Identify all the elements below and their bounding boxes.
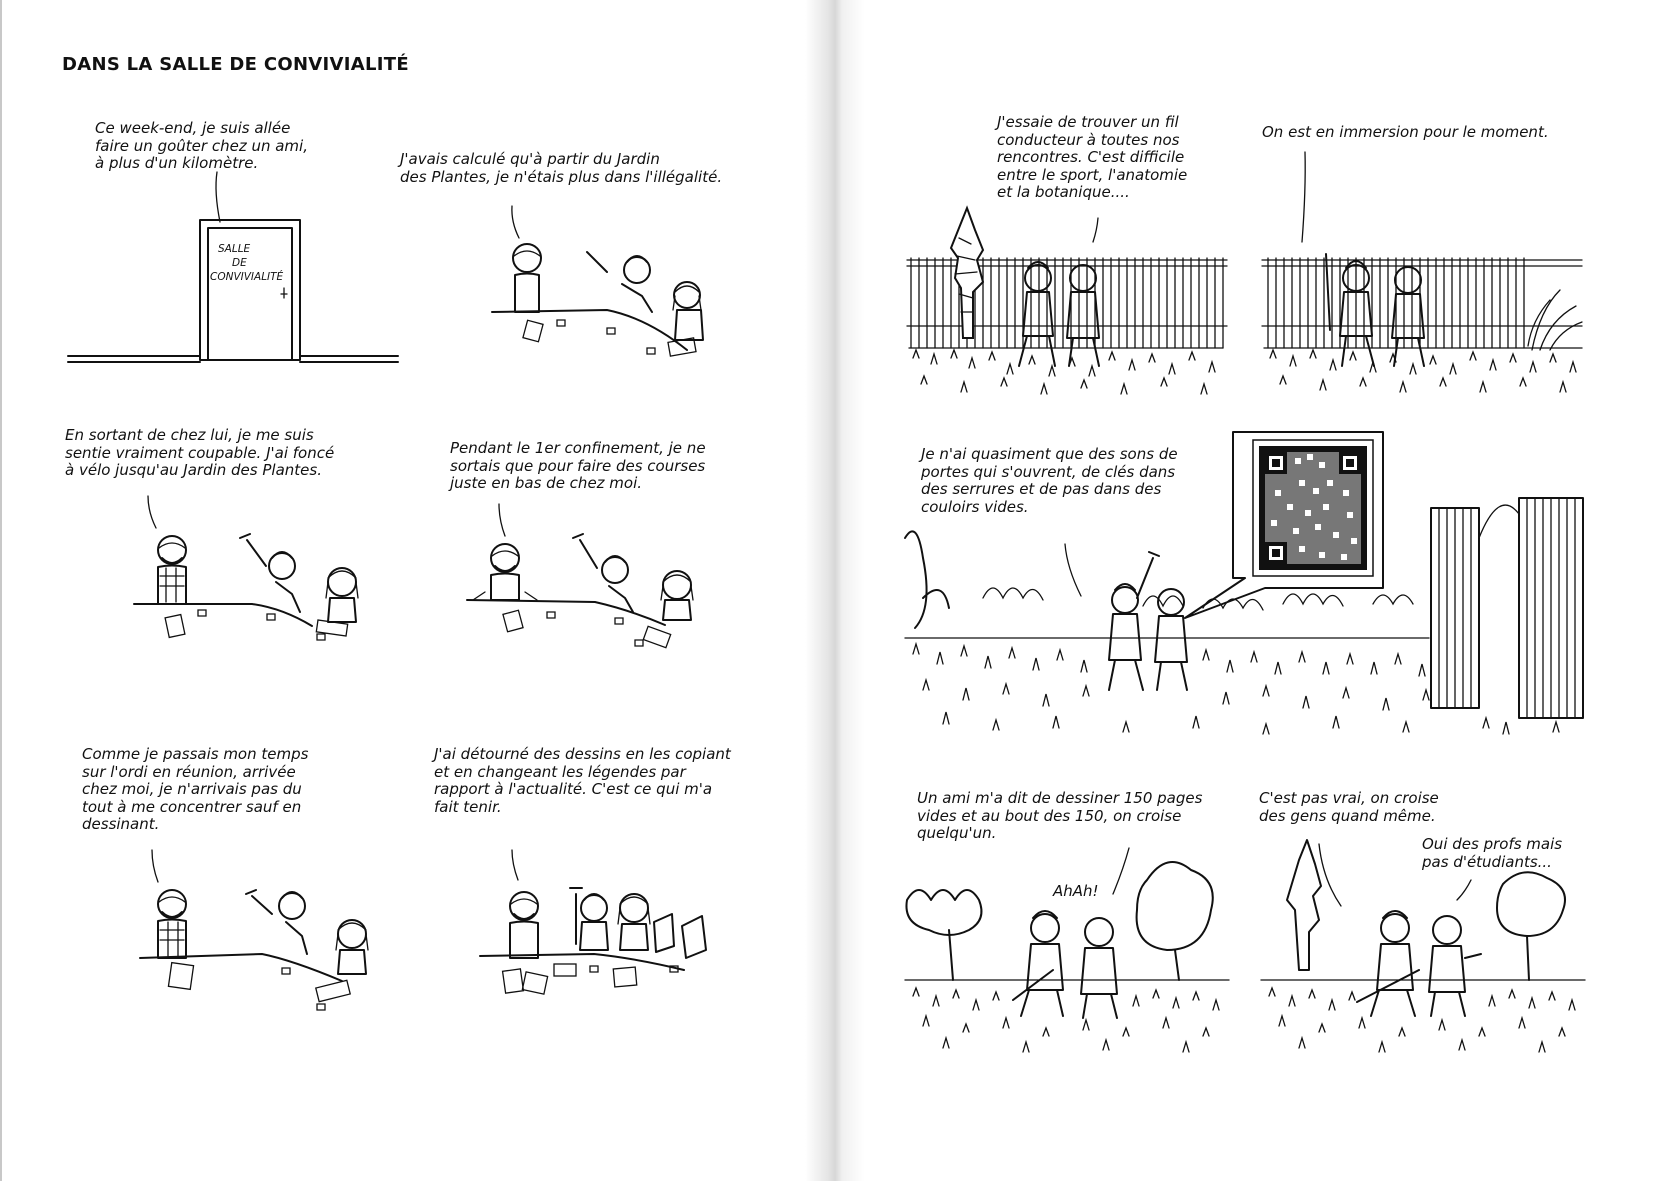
- caption-sons-portes: Je n'ai quasiment que des sons de portes qui s'ouvrent, de clés dans des serrures et de pas dans des couloirs vides.: [921, 445, 1178, 516]
- caption-fil-conducteur: J'essaie de trouver un fil conducteur à toutes nos rencontres. C'est difficile entre le sport, l'anatomie et la botanique....: [997, 113, 1188, 201]
- right-page: [827, 0, 1654, 1181]
- meeting-table-illustration: [487, 200, 747, 380]
- qr-code-icon[interactable]: [1253, 440, 1373, 576]
- meeting-table-illustration: [132, 492, 392, 672]
- page-heading: DANS LA SALLE DE CONVIVIALITÉ: [62, 54, 409, 75]
- caption-sortant: En sortant de chez lui, je me suis sentie vraiment coupable. J'ai foncé à vélo jusqu'au Jardin des Plantes.: [65, 426, 335, 479]
- meeting-table-illustration: [142, 846, 402, 1026]
- fence-walk-panel-1: [903, 208, 1233, 408]
- caption-confinement: Pendant le 1er confinement, je ne sortais que pour faire des courses juste en bas de chez moi.: [450, 439, 706, 492]
- caption-profs: Oui des profs mais pas d'étudiants...: [1422, 835, 1563, 871]
- passing-people-panel: [1259, 840, 1589, 1060]
- door-sign-line-3: CONVIVIALITÉ: [210, 271, 284, 283]
- caption-weekend: Ce week-end, je suis allée faire un goûter chez un ami, à plus d'un kilomètre.: [95, 119, 308, 172]
- meeting-table-illustration: [465, 500, 725, 680]
- door-illustration: [62, 170, 402, 370]
- fence-walk-panel-2: [1260, 150, 1590, 408]
- meeting-table-illustration: [484, 846, 744, 1026]
- garden-sound-panel: [903, 428, 1593, 758]
- laughing-walk-panel: [903, 840, 1233, 1060]
- caption-immersion: On est en immersion pour le moment.: [1262, 123, 1549, 141]
- door-sign-line-2: DE: [232, 257, 247, 269]
- caption-calcul: J'avais calculé qu'à partir du Jardin des Plantes, je n'étais plus dans l'illégalité.: [400, 150, 723, 186]
- caption-150-pages: Un ami m'a dit de dessiner 150 pages vides et au bout des 150, on croise quelqu'un.: [917, 789, 1203, 842]
- sound-effect-ahah: AhAh!: [1053, 882, 1099, 900]
- caption-ordi: Comme je passais mon temps sur l'ordi en réunion, arrivée chez moi, je n'arrivais pas du tout à me concentrer sauf en dessinant.: [82, 745, 309, 833]
- caption-detourne: J'ai détourné des dessins en les copiant et en changeant les légendes par rapport à l'actualité. C'est ce qui m'a fait tenir.: [434, 745, 731, 816]
- door-sign-line-1: SALLE: [218, 243, 251, 255]
- caption-pas-vrai: C'est pas vrai, on croise des gens quand même.: [1259, 789, 1439, 825]
